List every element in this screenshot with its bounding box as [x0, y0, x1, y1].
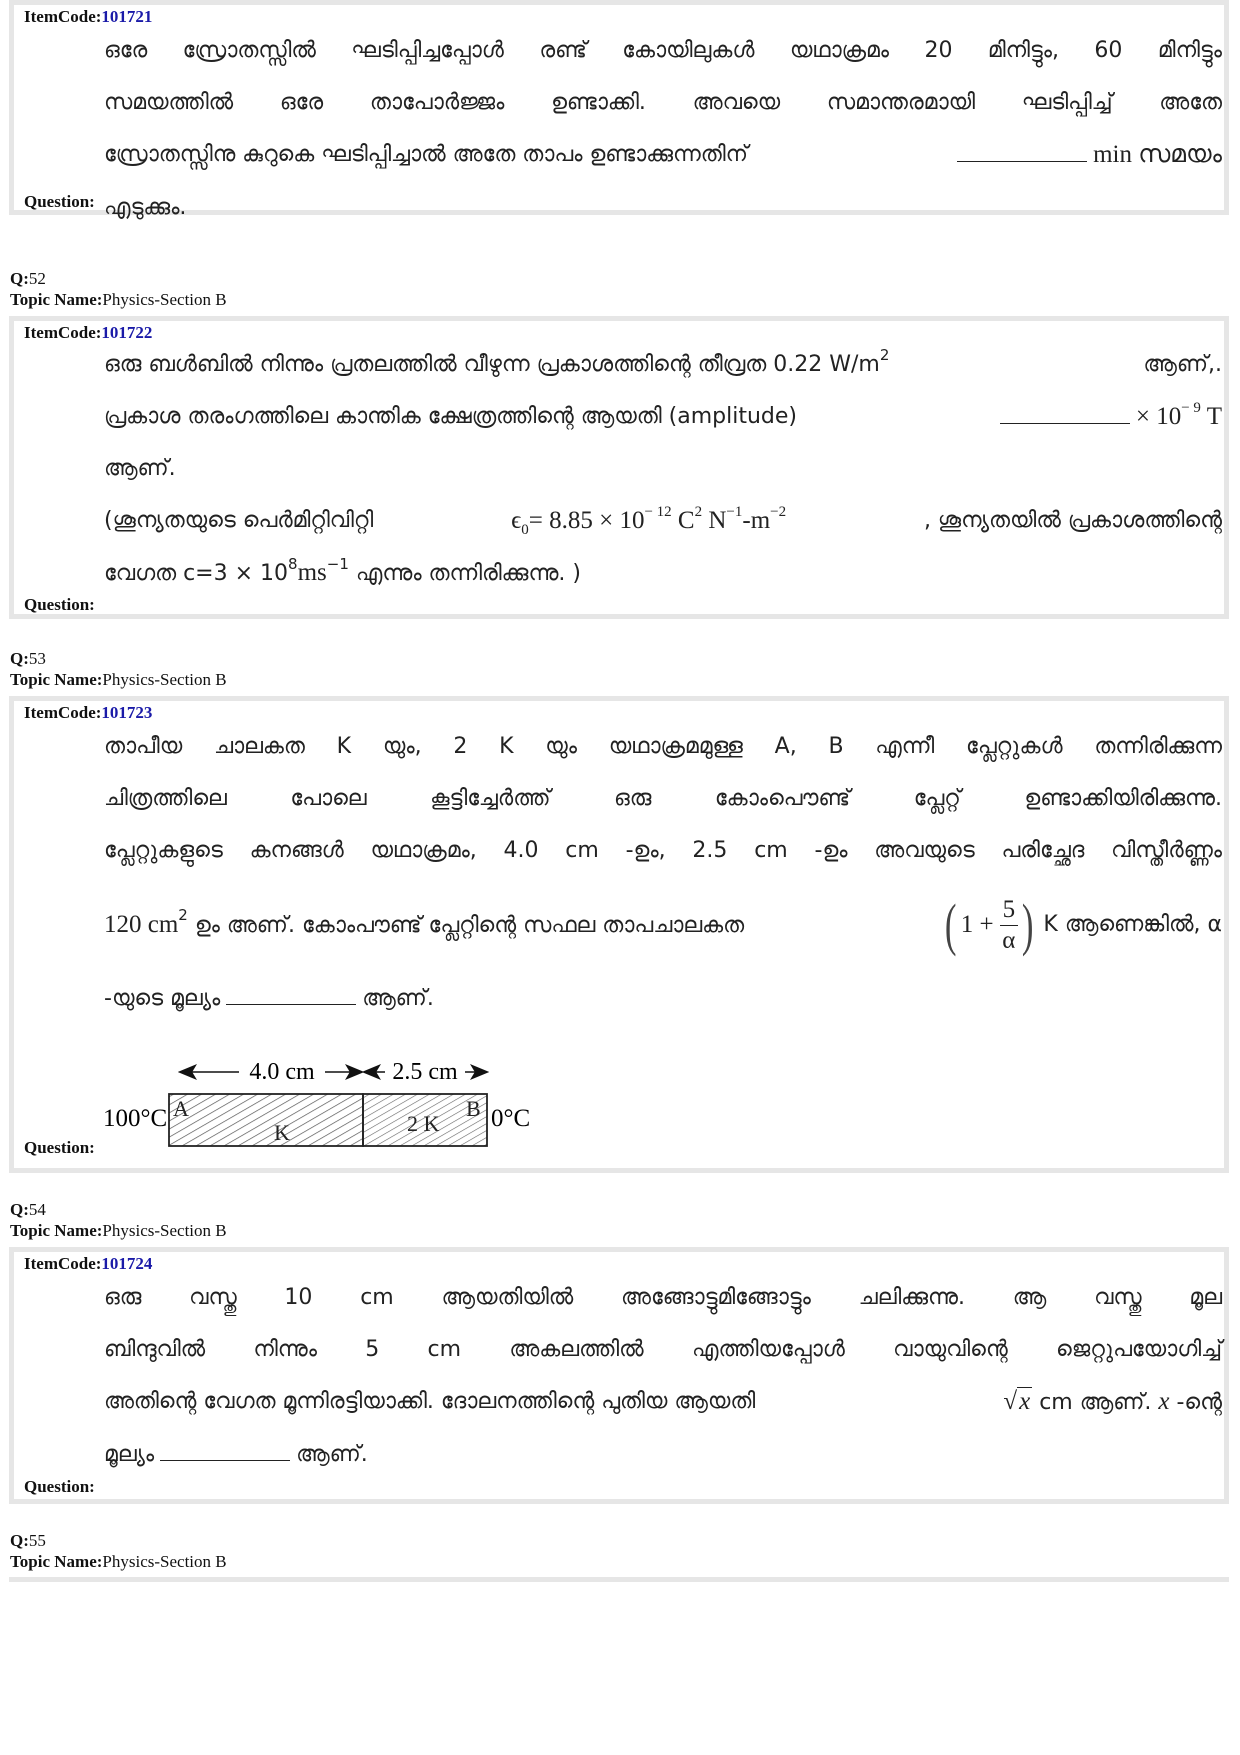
- question-card-101724: [9, 1247, 1229, 1504]
- question-label: Question:: [24, 595, 95, 614]
- question-line: ഒരു വസ്തു 10 cm ആയതിയിൽ അങ്ങോട്ടുമിങ്ങോട്ടും ചലിക്കുന്നു. ആ വസ്തു മൂല: [104, 1285, 1222, 1310]
- question-line: സമയത്തിൽ ഒരേ താപോർജ്ജം ഉണ്ടാക്കി. അവയെ സമാന്തരമായി ഘടിപ്പിച്ച് അതേ: [104, 90, 1222, 115]
- question-line: [104, 339, 1222, 391]
- item-code-row: [24, 7, 152, 27]
- text: C: [671, 507, 695, 534]
- question-line: ഒരേ സ്രോതസ്സിൽ ഘടിപ്പിച്ചപ്പോൾ രണ്ട് കോയിലുകൾ യഥാക്രമം 20 മിനിട്ടും, 60 മിനിട്ടും: [104, 38, 1222, 63]
- text: ഉം അണ്. കോംപൗണ്ട് പ്ലേറ്റിന്റെ സഫല താപചാലകത: [187, 912, 745, 938]
- width-a-label: 4.0 cm: [249, 1059, 315, 1085]
- topic-row: [10, 1551, 227, 1572]
- question-text: [104, 721, 1222, 1025]
- q-prefix: Q:: [10, 649, 29, 668]
- text: ഒരു ബൾബിൽ നിന്നും പ്രതലത്തിൽ വീഴുന്ന പ്രകാശത്തിന്റെ തീവ്രത 0.22 W/m: [104, 352, 880, 377]
- question-line: [104, 495, 1222, 547]
- question-card-101721: [9, 0, 1229, 220]
- plate-b-label: B: [466, 1096, 481, 1121]
- question-line: [104, 973, 1222, 1025]
- numerator: 5: [1000, 895, 1019, 926]
- sqrt-x: √x: [1003, 1388, 1031, 1415]
- question-line: [104, 391, 1222, 443]
- topic-name: Physics-Section B: [102, 1221, 227, 1240]
- question-line: എടുക്കും.: [104, 195, 187, 220]
- text: 120 cm: [104, 910, 179, 938]
- question-card-101723: [9, 696, 1229, 1173]
- q-prefix: Q:: [10, 1200, 29, 1219]
- question-line: ചിത്രത്തിലെ പോലെ കൂട്ടിച്ചേർത്ത് ഒരു കോംപൌണ്ട് പ്ലേറ്റ് ഉണ്ടാക്കിയിരിക്കുന്നു.: [104, 786, 1222, 811]
- text: എന്നും തന്നിരിക്കുന്നു. ): [348, 561, 581, 586]
- item-code-value: 101723: [101, 703, 153, 722]
- superscript: −1: [326, 554, 349, 573]
- variable-x: x: [1158, 1388, 1170, 1415]
- left-paren: (: [945, 892, 957, 957]
- text: K ആണെങ്കിൽ, α: [1043, 912, 1222, 937]
- question-number-row: [10, 268, 227, 289]
- item-code-value: 101722: [101, 323, 153, 342]
- topic-row: [10, 289, 227, 310]
- topic-row: [10, 669, 227, 690]
- text: N: [702, 507, 727, 534]
- compound-plate-figure: [99, 1056, 599, 1156]
- item-code-value: 101721: [101, 7, 153, 26]
- superscript: − 12: [644, 503, 672, 520]
- question-text: [104, 1272, 1222, 1481]
- question-meta-52: [10, 268, 227, 310]
- subscript: 0: [521, 522, 529, 538]
- item-code-label: ItemCode:: [24, 323, 102, 342]
- superscript: −1: [726, 503, 743, 520]
- item-code-row: [24, 703, 152, 723]
- superscript: −2: [770, 503, 787, 520]
- question-label: Question:: [24, 192, 95, 211]
- text: -m: [742, 507, 771, 534]
- question-label: Question:: [24, 1477, 95, 1496]
- text: വേഗത c=3 × 10: [104, 561, 289, 586]
- text: (ശൂന്യതയുടെ പെർമിറ്റിവിറ്റി: [104, 508, 374, 533]
- effective-conductivity-expression: [941, 892, 1037, 957]
- question-number-row: [10, 1530, 227, 1551]
- text: T: [1200, 403, 1222, 430]
- item-code-row: [24, 1254, 152, 1274]
- topic-prefix: Topic Name:: [10, 1221, 103, 1240]
- item-code-label: ItemCode:: [24, 7, 102, 26]
- topic-prefix: Topic Name:: [10, 670, 103, 689]
- question-line: [104, 1376, 1222, 1429]
- text: ആണ്.: [362, 986, 434, 1011]
- question-text: [104, 25, 1222, 234]
- answer-blank: [226, 987, 356, 1005]
- right-temperature: 0°C: [491, 1105, 531, 1132]
- superscript: 2: [879, 345, 890, 364]
- fraction: [1000, 895, 1019, 956]
- answer-blank: [957, 144, 1087, 162]
- question-line: ആണ്.: [104, 456, 176, 481]
- plate-a-label: A: [173, 1096, 189, 1121]
- item-code-label: ItemCode:: [24, 1254, 102, 1273]
- width-b-label: 2.5 cm: [392, 1059, 458, 1085]
- question-card-101722: [9, 316, 1229, 619]
- text: ms: [297, 559, 327, 586]
- radicand: x: [1019, 1388, 1031, 1415]
- text: -ന്റെ: [1169, 1390, 1222, 1415]
- answer-blank: [1000, 406, 1130, 424]
- text: ആണ്.: [296, 1442, 368, 1467]
- question-label: Question:: [24, 1138, 95, 1157]
- topic-name: Physics-Section B: [102, 290, 227, 309]
- question-line: [104, 547, 1222, 600]
- topic-prefix: Topic Name:: [10, 1552, 103, 1571]
- plate-b-conductivity: 2 K: [407, 1111, 440, 1136]
- question-number-row: [10, 648, 227, 669]
- superscript: 8: [288, 554, 298, 573]
- item-code-label: ItemCode:: [24, 703, 102, 722]
- text: പ്രകാശ തരംഗത്തിലെ കാന്തിക ക്ഷേത്രത്തിന്റെ ആയതി (amplitude): [104, 404, 797, 429]
- text: , ശൂന്യതയിൽ പ്രകാശത്തിന്റെ: [923, 508, 1222, 533]
- card-top-border: [9, 1577, 1229, 1582]
- superscript: 2: [694, 503, 703, 520]
- text: cm ആണ്.: [1032, 1390, 1152, 1415]
- q-prefix: Q:: [10, 1531, 29, 1550]
- text: = 8.85 × 10: [528, 507, 645, 534]
- plate-a: [169, 1094, 363, 1146]
- question-line-text: സ്രോതസ്സിനു കുറുകെ ഘടിപ്പിച്ചാൽ അതേ താപം ഉണ്ടാക്കുന്നതിന്: [104, 142, 748, 167]
- question-number: 53: [28, 649, 46, 668]
- question-line: ബിന്ദുവിൽ നിന്നും 5 cm അകലത്തിൽ എത്തിയപ്പോൾ വായുവിന്റെ ജെറ്റുപയോഗിച്ച്: [104, 1337, 1222, 1362]
- question-meta-54: [10, 1199, 227, 1241]
- question-number-row: [10, 1199, 227, 1220]
- question-number: 52: [28, 269, 46, 288]
- text: 1 +: [960, 911, 994, 938]
- text: × 10: [1135, 403, 1182, 430]
- question-line: [104, 877, 1222, 973]
- text: -യുടെ മൂല്യം: [104, 986, 221, 1011]
- q-prefix: Q:: [10, 269, 29, 288]
- question-meta-55: [10, 1530, 227, 1572]
- right-paren: ): [1021, 892, 1034, 957]
- question-meta-53: [10, 648, 227, 690]
- question-line-text: min സമയം: [1093, 141, 1222, 168]
- topic-name: Physics-Section B: [102, 1552, 227, 1571]
- question-line: താപീയ ചാലകത K യും, 2 K യും യഥാക്രമമുള്ള A, B എന്നീ പ്ലേറ്റുകൾ തന്നിരിക്കുന്ന: [104, 734, 1222, 759]
- text: അതിന്റെ വേഗത മൂന്നിരട്ടിയാക്കി. ദോലനത്തിന്റെ പുതിയ ആയതി: [104, 1389, 756, 1414]
- text: മൂല്യം: [104, 1442, 155, 1467]
- denominator: α: [1002, 926, 1016, 954]
- question-line: [104, 1429, 1222, 1481]
- question-text: [104, 339, 1222, 600]
- question-number: 54: [28, 1200, 46, 1219]
- superscript: 2: [178, 906, 188, 925]
- topic-name: Physics-Section B: [102, 670, 227, 689]
- plate-a-conductivity: K: [274, 1120, 290, 1145]
- topic-prefix: Topic Name:: [10, 290, 103, 309]
- item-code-value: 101724: [101, 1254, 153, 1273]
- epsilon-symbol: ϵ: [511, 507, 522, 534]
- answer-blank: [160, 1443, 290, 1461]
- superscript: − 9: [1181, 399, 1201, 416]
- left-temperature: 100°C: [103, 1105, 168, 1132]
- topic-row: [10, 1220, 227, 1241]
- text: ആണ്,.: [1143, 352, 1222, 377]
- question-line: [104, 129, 1222, 182]
- question-number: 55: [28, 1531, 46, 1550]
- question-line: പ്ലേറ്റുകളുടെ കനങ്ങൾ യഥാക്രമം, 4.0 cm -ഉം, 2.5 cm -ഉം അവയുടെ പരിച്ഛേദ വിസ്തീർണ്ണം: [104, 838, 1222, 863]
